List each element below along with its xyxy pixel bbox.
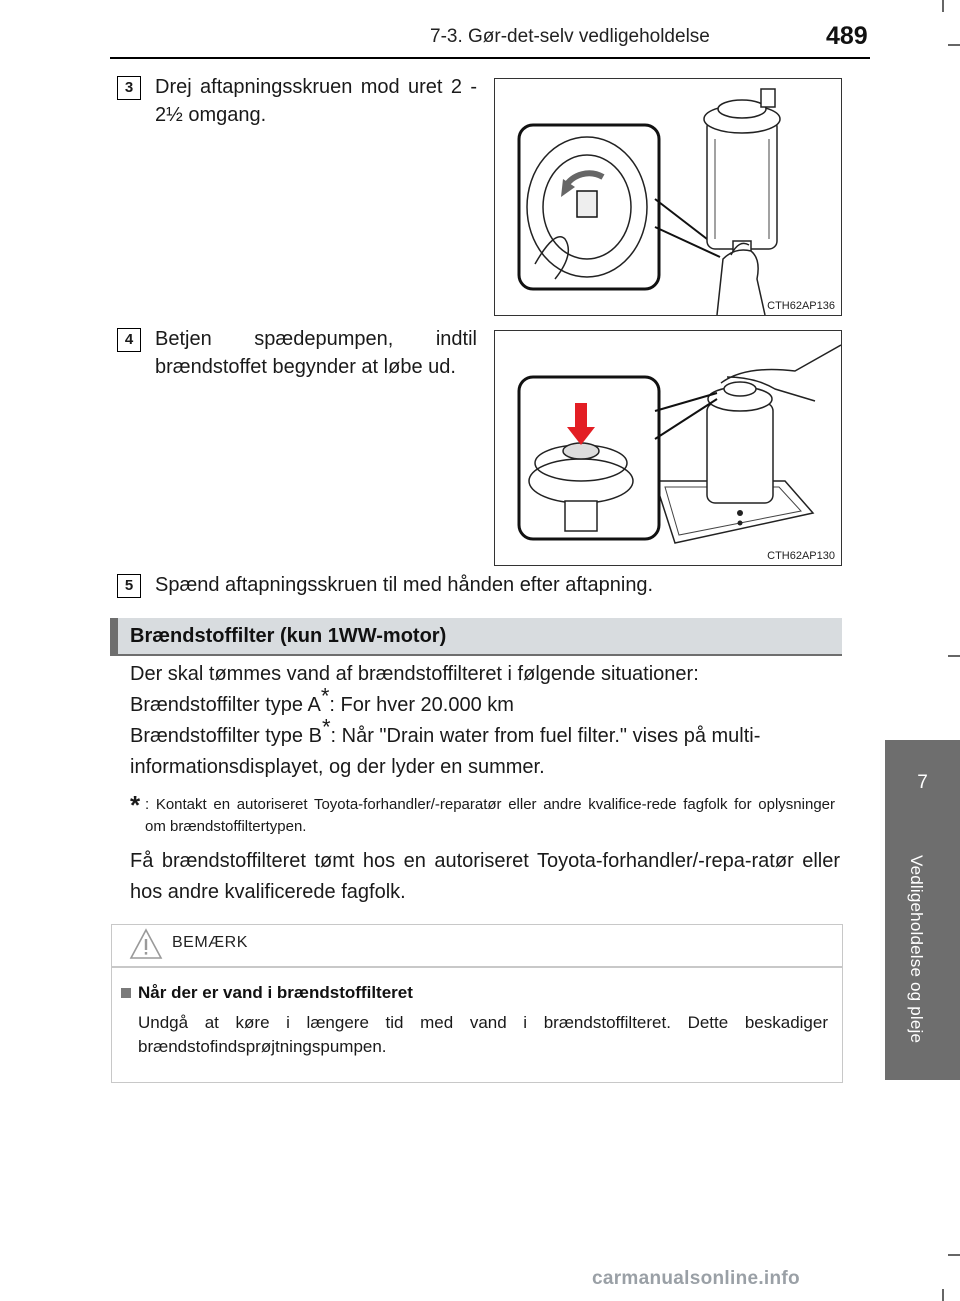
- section-heading: 7-3. Gør-det-selv vedligeholdelse: [430, 26, 710, 47]
- notice-label: BEMÆRK: [172, 934, 248, 951]
- header-rule: [110, 57, 870, 59]
- step-number-4: 4: [117, 328, 141, 352]
- footnote-star: *: [130, 790, 141, 820]
- step-number-3: 3: [117, 76, 141, 100]
- crop-mark: [948, 1254, 960, 1256]
- section-title: Brændstoffilter (kun 1WW-motor): [130, 625, 447, 647]
- section-body: [130, 659, 840, 783]
- page-number: 489: [826, 22, 868, 50]
- figure-code: CTH62AP136: [767, 300, 835, 312]
- section-bar-underline: [110, 654, 842, 656]
- step-number-5: 5: [117, 574, 141, 598]
- crop-mark: [948, 44, 960, 46]
- chapter-label: Vedligeholdelse og pleje: [907, 855, 926, 1044]
- crop-mark: [942, 1289, 944, 1301]
- warning-triangle-icon: [129, 928, 163, 960]
- closing-text: Få brændstoffilteret tømt hos en autoriseret Toyota-forhandler/-repa-ratør eller hos andre kvalificerede fagfolk.: [130, 850, 840, 903]
- filter-type-b: Brændstoffilter type B*: Når "Drain water from fuel filter." vises på multi-informationsdisplayet, og der lyder en summer.: [130, 714, 761, 778]
- crop-mark: [948, 655, 960, 657]
- notice-title: Når der er vand i brændstoffilteret: [138, 983, 413, 1002]
- bullet-square-icon: [121, 988, 131, 998]
- figure-drain-screw: [494, 78, 842, 316]
- section-bar-accent: [110, 618, 118, 654]
- intro-text: Der skal tømmes vand af brændstoffilteret i følgende situationer:: [130, 663, 699, 685]
- step-3-text: Drej aftapningsskruen mod uret 2 - 2½ omgang.: [155, 76, 477, 126]
- notice-divider: [112, 966, 842, 968]
- figure-primer-pump: [494, 330, 842, 566]
- watermark: carmanualsonline.info: [592, 1268, 800, 1289]
- notice-body: Undgå at køre i længere tid med vand i brændstoffilteret. Dette beskadiger brændstofindsprøjtningspumpen.: [138, 1013, 828, 1056]
- primer-pump-illustration: [495, 331, 841, 565]
- filter-type-a: Brændstoffilter type A*: For hver 20.000 km: [130, 683, 514, 716]
- chapter-number: 7: [917, 772, 928, 793]
- step-4-text: Betjen spædepumpen, indtil brændstoffet begynder at løbe ud.: [155, 328, 477, 378]
- drain-screw-illustration: [495, 79, 841, 315]
- crop-mark: [942, 0, 944, 12]
- figure-code: CTH62AP130: [767, 550, 835, 562]
- step-5-text: Spænd aftapningsskruen til med hånden efter aftapning.: [155, 574, 654, 596]
- footnote-text: : Kontakt en autoriseret Toyota-forhandler/-reparatør eller andre kvalifice-rede fagfolk for oplysninger om brændstoffiltertypen.: [145, 796, 835, 835]
